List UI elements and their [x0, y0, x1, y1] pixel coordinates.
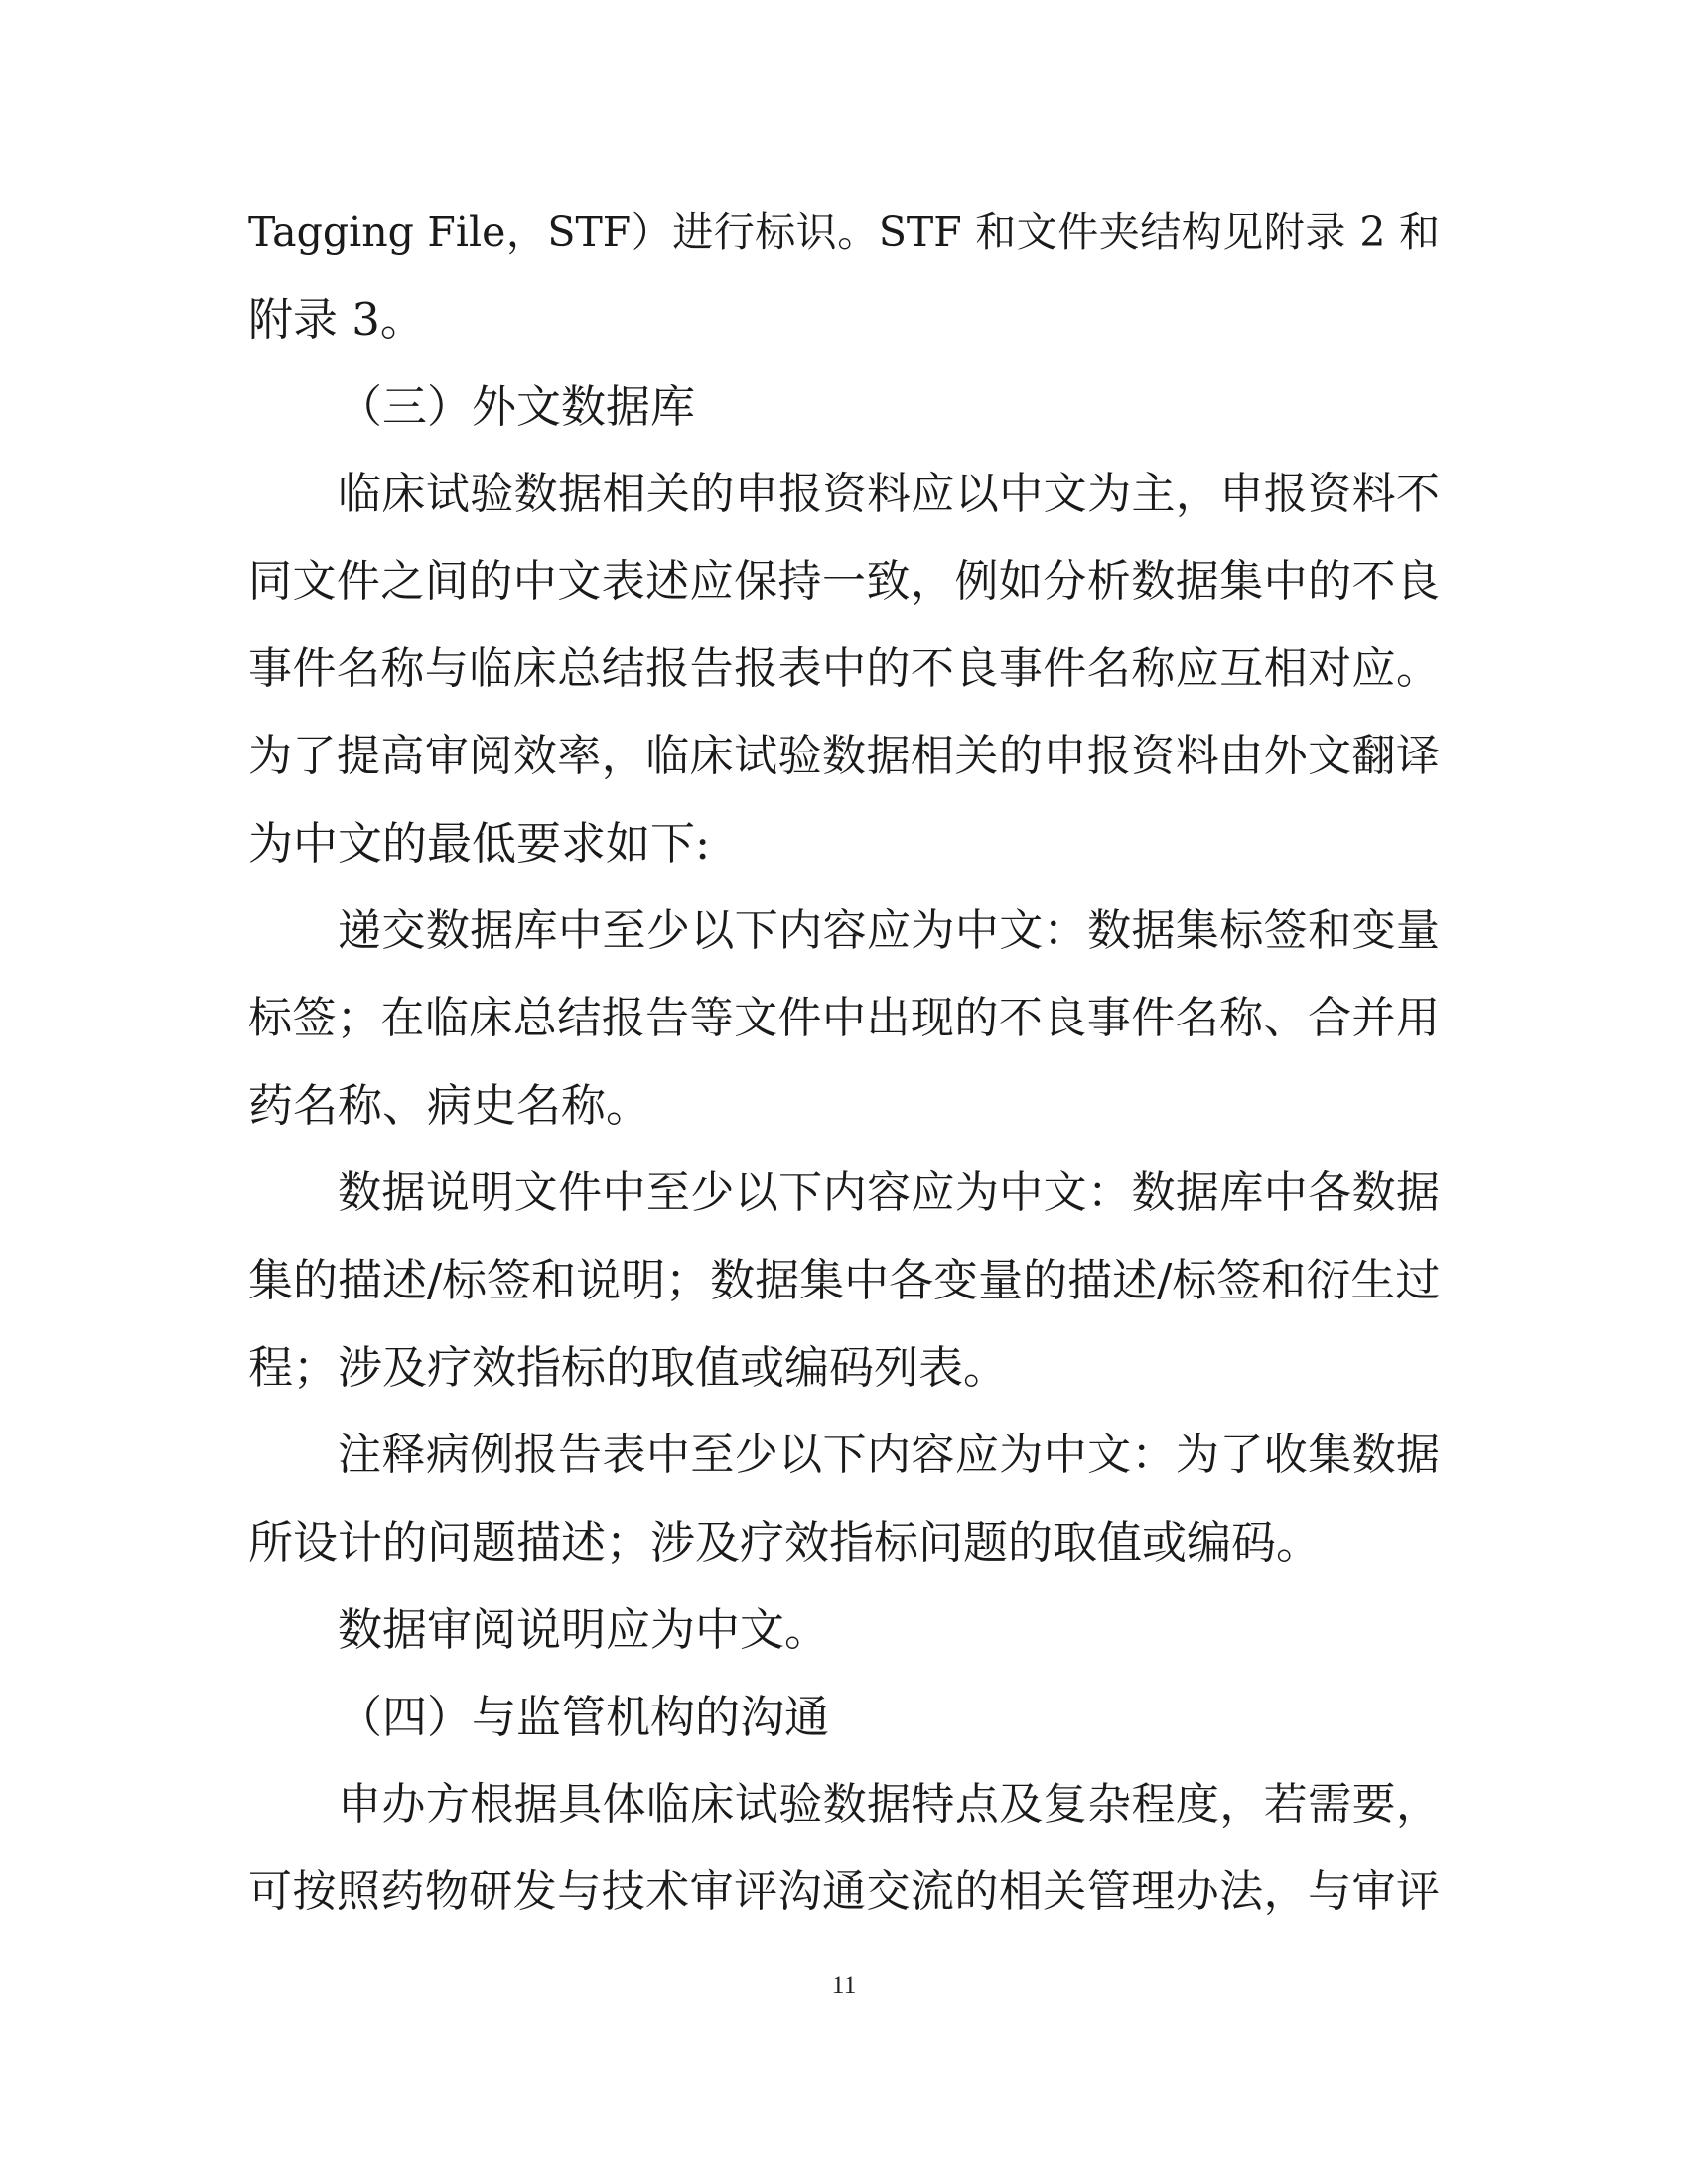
text-line: 所设计的问题描述；涉及疗效指标问题的取值或编码。	[248, 1516, 1322, 1569]
paragraph-first-line: 数据说明文件中至少以下内容应为中文：数据库中各数据	[338, 1167, 1440, 1218]
section-heading: （三）外文数据库	[338, 380, 696, 433]
text-line: 事件名称与临床总结报告报表中的不良事件名称应互相对应。	[248, 643, 1440, 694]
paragraph-first-line: 递交数据库中至少以下内容应为中文：数据集标签和变量	[338, 905, 1440, 956]
section-heading: （四）与监管机构的沟通	[338, 1691, 830, 1743]
text-line: Tagging File，STF）进行标识。STF 和文件夹结构见附录 2 和	[248, 208, 1440, 256]
paragraph-single-line: 数据审阅说明应为中文。	[338, 1603, 830, 1656]
text-line: 附录 3。	[248, 293, 425, 345]
text-line: 同文件之间的中文表述应保持一致，例如分析数据集中的不良	[248, 556, 1440, 607]
paragraph-first-line: 注释病例报告表中至少以下内容应为中文：为了收集数据	[338, 1430, 1440, 1480]
body-text	[248, 189, 1440, 1936]
text-line: 为了提高审阅效率，临床试验数据相关的申报资料由外文翻译	[248, 731, 1440, 781]
paragraph-first-line: 临床试验数据相关的申报资料应以中文为主，申报资料不	[338, 469, 1440, 519]
text-line: 集的描述/标签和说明；数据集中各变量的描述/标签和衍生过	[248, 1254, 1440, 1306]
text-line: 标签；在临床总结报告等文件中出现的不良事件名称、合并用	[248, 993, 1440, 1043]
text-line: 药名称、病史名称。	[248, 1079, 651, 1132]
paragraph-first-line: 申办方根据具体临床试验数据特点及复杂程度，若需要，	[338, 1779, 1440, 1830]
page-number: 11	[831, 1971, 857, 1999]
text-line: 为中文的最低要求如下:	[248, 817, 711, 870]
text-line: 程；涉及疗效指标的取值或编码列表。	[248, 1341, 1009, 1394]
text-line: 可按照药物研发与技术审评沟通交流的相关管理办法，与审评	[248, 1866, 1440, 1917]
